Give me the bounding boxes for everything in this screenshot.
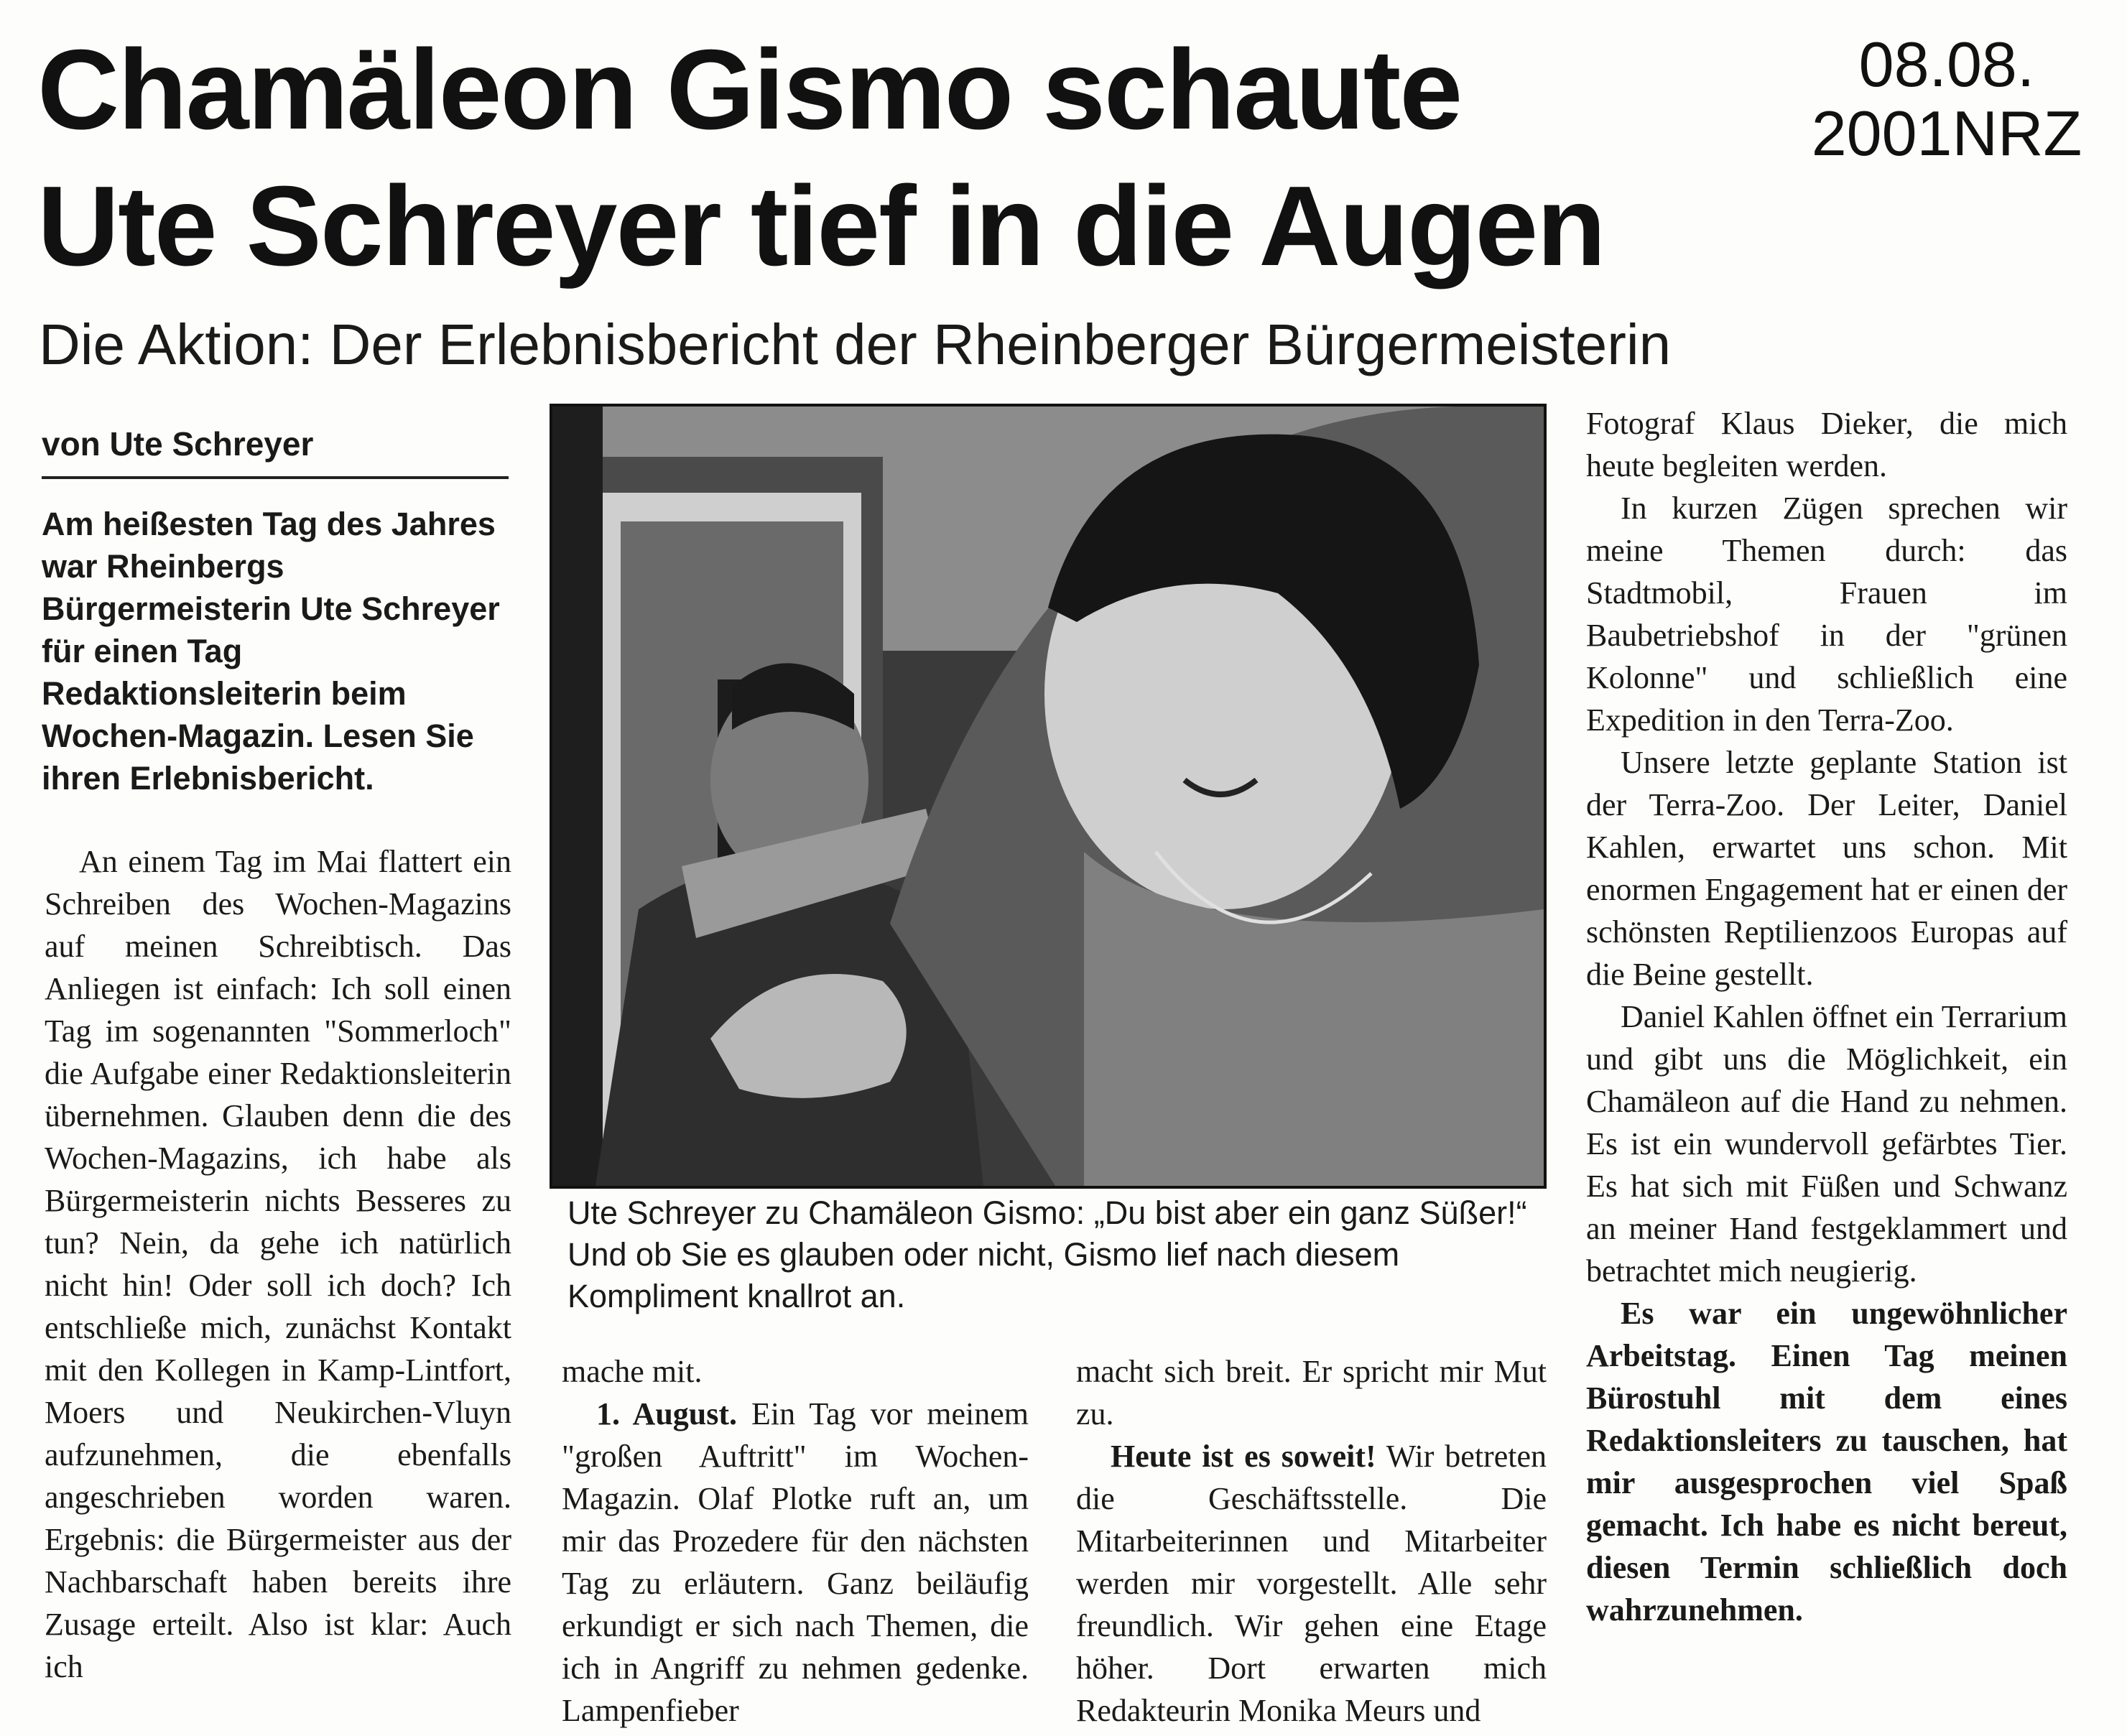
photo-caption: Ute Schreyer zu Chamäleon Gismo: „Du bist aber ein ganz Süßer!“ Und ob Sie es glauben oder nicht, Gismo lief nach diesem Kompliment knallrot an. [567, 1194, 1527, 1314]
byline-divider [42, 476, 509, 479]
headline [37, 22, 1934, 294]
paragraph-continued: mache mit. [562, 1354, 703, 1389]
headline-line-1: Chamäleon Gismo schaute [37, 27, 1462, 153]
subheadline: Die Aktion: Der Erlebnisbericht der Rheinberger Bürgermeisterin [39, 312, 1672, 376]
paragraph-august-text: Ein Tag vor meinem "großen Auftritt" im Wochen-Magazin. Olaf Plotke ruft an, um mir das Prozedere für den nächsten Tag zu erläutern. Ganz beiläufig erkundigt er sich nach Themen, die ich in Angriff zu nehmen gedenke. Lampenfieber [562, 1396, 1029, 1728]
stamp-date: 08.08. [1858, 29, 2035, 100]
paragraph-august-lead: 1. August. [596, 1396, 738, 1431]
column-4 [1586, 402, 2067, 1631]
stamp-year-source: 2001NRZ [1811, 98, 2082, 169]
paragraph-heute-lead: Heute ist es soweit! [1111, 1439, 1376, 1474]
article-photo [550, 404, 1547, 1189]
paragraph-intro: An einem Tag im Mai flattert ein Schreiben des Wochen-Magazins auf meinen Schreibtisch. Das Anliegen ist einfach: Ich soll einen Tag im sogenannten "Sommerloch" die Aufgabe einer Redaktionsleiterin übernehmen. Glauben denn die des Wochen-Magazins, ich habe als Bürgermeisterin nichts Besseres zu tun? Nein, da gehe ich natürlich nicht hin! Oder soll ich doch? Ich entschließe mich, zunächst Kontakt mit den Kollegen in Kamp-Lintfort, Moers und Neukirchen-Vluyn aufzunehmen, die ebenfalls angeschrieben worden waren. Ergebnis: die Bürgermeister aus der Nachbarschaft haben bereits ihre Zusage erteilt. Also ist klar: Auch ich [45, 844, 511, 1684]
byline: von Ute Schreyer [42, 425, 314, 463]
teaser-intro: Am heißesten Tag des Jahres war Rheinbergs Bürgermeisterin Ute Schreyer für einen Tag Redaktionsleiterin beim Wochen-Magazin. Lesen Sie ihren Erlebnisbericht. [42, 506, 500, 797]
column-2 [562, 1350, 1029, 1732]
paragraph-terra-zoo: Unsere letzte geplante Station ist der Terra-Zoo. Der Leiter, Daniel Kahlen, erwartet uns schon. Mit enormen Engagement hat er einen der schönsten Reptilienzoos Europas auf die Beine gestellt. [1586, 745, 2067, 992]
paragraph-continued-3: Fotograf Klaus Dieker, die mich heute begleiten werden. [1586, 406, 2067, 483]
paragraph-august [562, 1393, 1029, 1732]
paragraph-heute-text: Wir betreten die Geschäftsstelle. Die Mitarbeiterinnen und Mitarbeiter werden mir vorgestellt. Alle sehr freundlich. Wir gehen eine Etage höher. Dort erwarten mich Redakteurin Monika Meurs und [1076, 1439, 1547, 1728]
column-1 [45, 840, 511, 1688]
headline-line-2: Ute Schreyer tief in die Augen [37, 163, 1605, 289]
column-3 [1076, 1350, 1547, 1732]
paragraph-themen: In kurzen Zügen sprechen wir meine Themen durch: das Stadtmobil, Frauen im Baubetriebshof in der "grünen Kolonne" und schließlich eine Expedition in den Terra-Zoo. [1586, 491, 2067, 738]
paragraph-closing: Es war ein ungewöhnlicher Arbeitstag. Einen Tag meinen Bürostuhl mit dem eines Redaktionsleiters zu tauschen, hat mir ausgesprochen viel Spaß gemacht. Ich habe es nicht bereut, diesen Termin schließlich doch wahrzunehmen. [1586, 1296, 2067, 1628]
paragraph-heute [1076, 1435, 1547, 1732]
paragraph-continued-2: macht sich breit. Er spricht mir Mut zu. [1076, 1354, 1547, 1431]
paragraph-chamaeleon: Daniel Kahlen öffnet ein Terrarium und gibt uns die Möglichkeit, ein Chamäleon auf die Hand zu nehmen. Es ist ein wundervoll gefärbtes Tier. Es hat sich mit Füßen und Schwanz an meiner Hand festgeklammert und betrachtet mich neugierig. [1586, 999, 2067, 1289]
handwritten-date-stamp [1781, 30, 2112, 168]
